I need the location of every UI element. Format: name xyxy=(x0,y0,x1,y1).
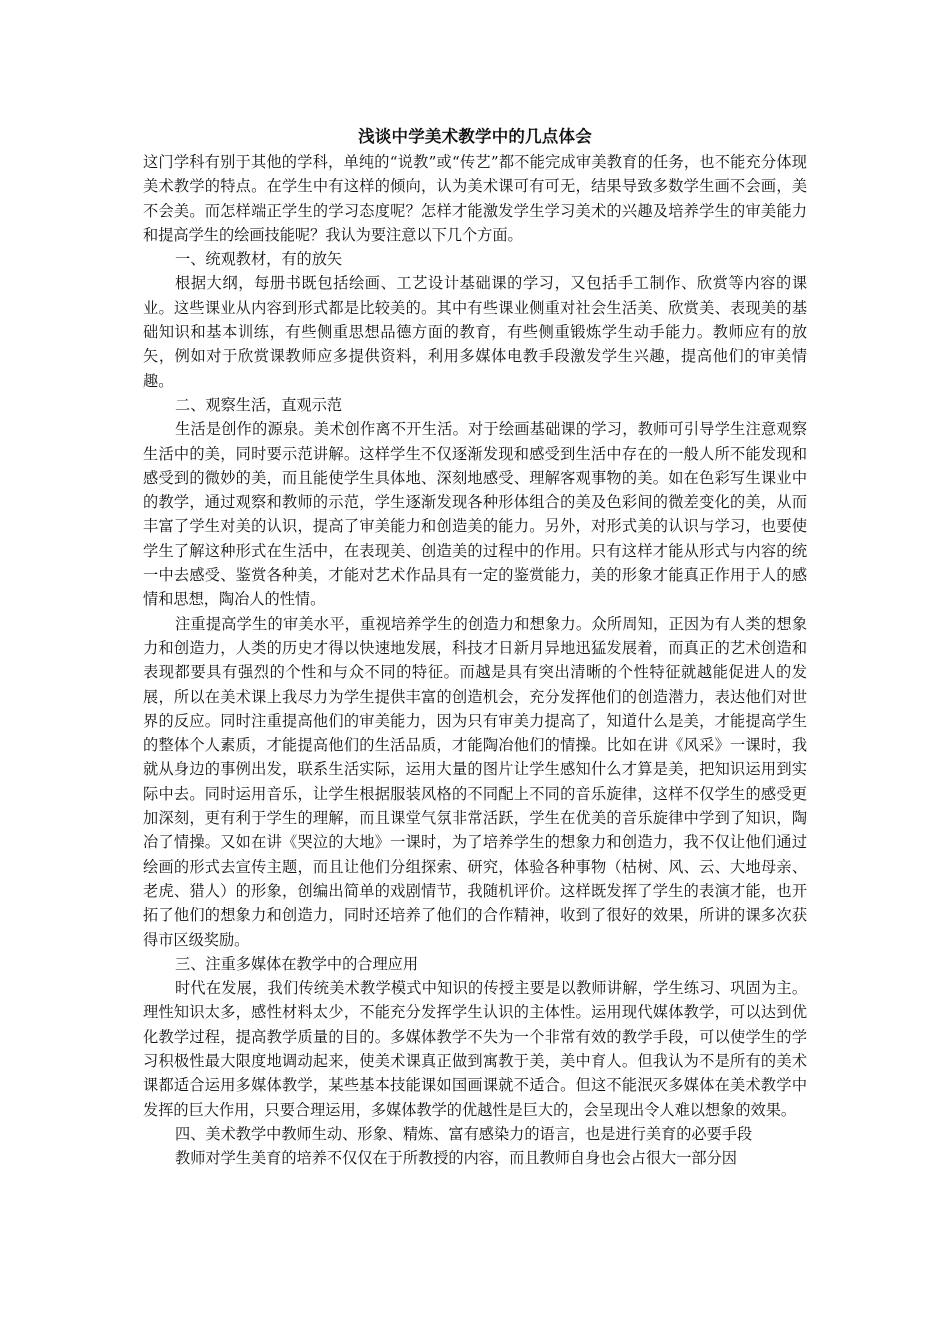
document-title: 浅谈中学美术教学中的几点体会 xyxy=(358,127,592,146)
paragraph-intro: 这门学科有别于其他的学科，单纯的“说教”或“传艺”都不能完成审美教育的任务，也不能充分体现美术教学的特点。在学生中有这样的倾向，认为美术课可有可无，结果导致多数学生画不会画，美不会美。而怎样端正学生的学习态度呢？怎样才能激发学生学习美术的兴趣及培养学生的审美能力和提高学生的绘画技能呢？我认为要注意以下几个方面。 xyxy=(143,153,807,244)
section-heading-4: 四、美术教学中教师生动、形象、精炼、富有感染力的语言，也是进行美育的必要手段 xyxy=(175,1124,753,1143)
document-page xyxy=(143,124,807,1170)
paragraph: 生活是创作的源泉。美术创作离不开生活。对于绘画基础课的学习，教师可引导学生注意观察生活中的美，同时要示范讲解。这样学生不仅逐渐发现和感受到生活中存在的一般人所不能发现和感受到的微妙的美，而且能使学生具体地、深刻地感受、理解客观事物的美。如在色彩写生课业中的教学，通过观察和教师的示范，学生逐渐发现各种形体组合的美及色彩间的微差变化的美，从而丰富了学生对美的认识，提高了审美能力和创造美的能力。另外，对形式美的认识与学习，也要使学生了解这种形式在生活中，在表现美、创造美的过程中的作用。只有这样才能从形式与内容的统一中去感受、鉴赏各种美，才能对艺术作品具有一定的鉴赏能力，美的形象才能真正作用于人的感情和思想，陶冶人的性情。 xyxy=(143,420,807,609)
paragraph: 注重提高学生的审美水平，重视培养学生的创造力和想象力。众所周知，正因为有人类的想象力和创造力，人类的历史才得以快速地发展，科技才日新月异地迅猛发展着，而真正的艺术创造和表现都要具有强烈的个性和与众不同的特征。而越是具有突出清晰的个性特征就越能促进人的发展，所以在美术课上我尽力为学生提供丰富的创造机会，充分发挥他们的创造潜力，表达他们对世界的反应。同时注重提高他们的审美能力，因为只有审美力提高了，知道什么是美，才能提高学生的整体个人素质，才能提高他们的生活品质，才能陶冶他们的情操。比如在讲《风采》一课时，我就从身边的事例出发，联系生活实际，运用大量的图片让学生感知什么才算是美，把知识运用到实际中去。同时运用音乐，让学生根据服装风格的不同配上不同的音乐旋律，这样不仅学生的感受更加深刻，更有利于学生的理解，而且课堂气氛非常活跃，学生在优美的音乐旋律中学到了知识，陶冶了情操。又如在讲《哭泣的大地》一课时，为了培养学生的想象力和创造力，我不仅让他们通过绘画的形式去宣传主题，而且让他们分组探索、研究，体验各种事物（枯树、风、云、大地母亲、老虎、猎人）的形象，创编出简单的戏剧情节，我随机评价。这样既发挥了学生的表演才能，也开拓了他们的想象力和创造力，同时还培养了他们的合作精神，收到了很好的效果，所讲的课多次获得市区级奖励。 xyxy=(143,614,807,949)
section-heading-2: 二、观察生活，直观示范 xyxy=(175,395,343,414)
section-heading-1: 一、统观教材，有的放矢 xyxy=(175,250,343,269)
paragraph: 时代在发展，我们传统美术教学模式中知识的传授主要是以教师讲解，学生练习、巩固为主。理性知识太多，感性材料太少，不能充分发挥学生认识的主体性。运用现代媒体教学，可以达到优化教学过程，提高教学质量的目的。多媒体教学不失为一个非常有效的教学手段，可以使学生的学习积极性最大限度地调动起来，使美术课真正做到寓教于美，美中育人。但我认为不是所有的美术课都适合运用多媒体教学，某些基本技能课如国画课就不适合。但这不能泯灭多媒体在美术教学中发挥的巨大作用，只要合理运用，多媒体教学的优越性是巨大的，会呈现出令人难以想象的效果。 xyxy=(143,979,807,1119)
paragraph: 教师对学生美育的培养不仅仅在于所教授的内容，而且教师自身也会占很大一部分因 xyxy=(175,1149,737,1168)
paragraph: 根据大纲，每册书既包括绘画、工艺设计基础课的学习，又包括手工制作、欣赏等内容的课业。这些课业从内容到形式都是比较美的。其中有些课业侧重对社会生活美、欣赏美、表现美的基础知识和基本训练，有些侧重思想品德方面的教育，有些侧重锻炼学生动手能力。教师应有的放矢，例如对于欣赏课教师应多提供资料，利用多媒体电教手段激发学生兴趣，提高他们的审美情趣。 xyxy=(143,274,807,390)
section-heading-3: 三、注重多媒体在教学中的合理应用 xyxy=(175,954,418,973)
document-body xyxy=(143,150,807,1170)
